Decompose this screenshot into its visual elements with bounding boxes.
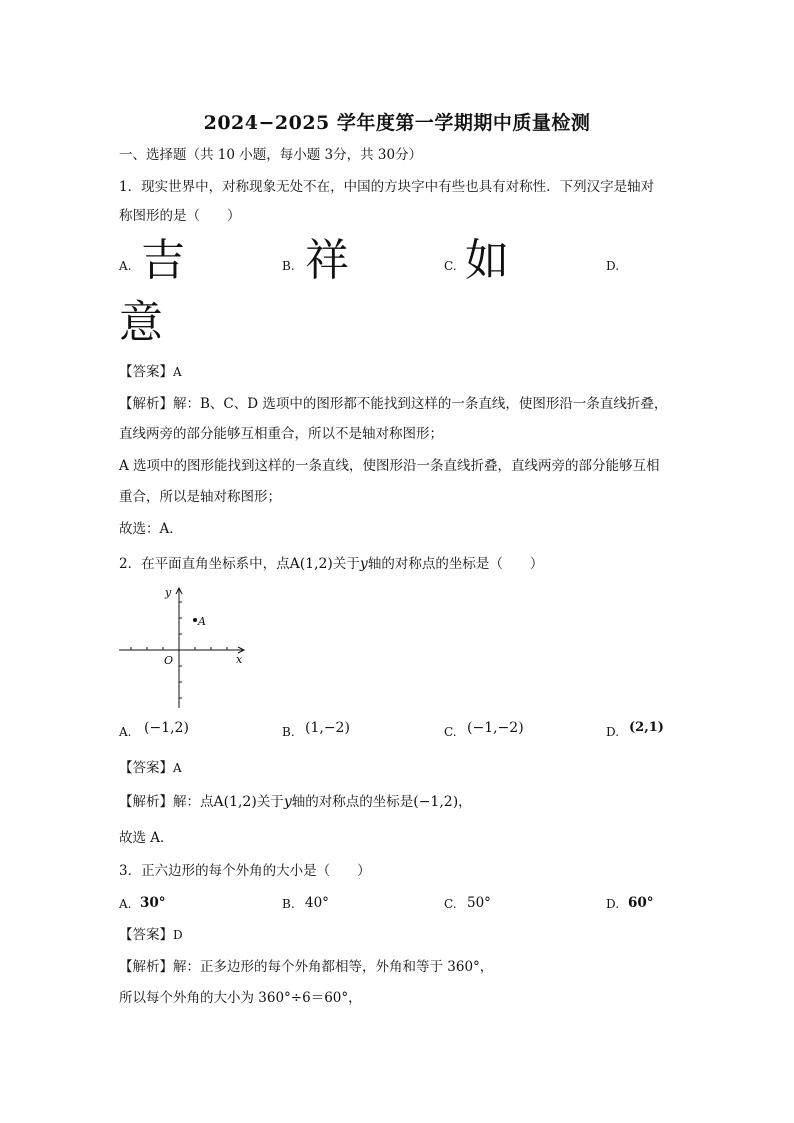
q2-option-b: (1,−2) (305, 720, 350, 736)
q1-analysis-line2: 直线两旁的部分能够互相重合，所以不是轴对称图形； (119, 426, 443, 442)
q1-option-b-label: B. (282, 259, 295, 273)
q2-stem-axis: y (359, 556, 368, 572)
q3-option-d-label: D. (606, 897, 620, 911)
q2-option-c-label: C. (444, 725, 457, 739)
q2-stem (119, 554, 543, 574)
point-a-marker (193, 618, 197, 622)
analysis-result: (−1,2) (413, 794, 459, 810)
analysis-text: 解：B、C、D 选项中的图形都不能找到这样的一条直线，使图形沿一条直线折叠， (173, 396, 668, 412)
q2-stem-middle: 关于 (332, 556, 360, 572)
q2-option-a: (−1,2) (144, 720, 189, 736)
analysis-tag: 【解析】 (119, 396, 173, 412)
y-axis-label: y (165, 586, 172, 599)
q3-analysis-line1 (119, 957, 493, 977)
q1-option-b-char: 祥 (305, 235, 349, 286)
q1-analysis-line5: 故选：A． (119, 521, 183, 537)
q1-stem-line1: 1．现实世界中，对称现象无处不在，中国的方块字中有些也具有对称性．下列汉字是轴对 (119, 179, 655, 195)
q1-analysis-line1 (119, 394, 667, 414)
analysis-text: 解：正多边形的每个外角都相等，外角和等于 360°， (173, 959, 494, 975)
analysis-end: ， (458, 794, 472, 810)
page-title: 2024−2025 学年度第一学期期中质量检测 (203, 112, 591, 134)
q3-analysis-line2: 所以每个外角的大小为 360°÷6＝60°， (119, 990, 362, 1006)
analysis-middle: 关于 (256, 794, 284, 810)
q2-option-d-label: D. (606, 725, 620, 739)
q3-option-d: 60° (628, 895, 654, 911)
answer-tag: 【答案】 (119, 927, 173, 943)
answer-value: A (173, 365, 182, 379)
answer-value: A (173, 761, 182, 775)
q1-option-c-char: 如 (465, 235, 509, 286)
q3-stem: 3．正六边形的每个外角的大小是（ ） (119, 863, 371, 879)
q2-option-c: (−1,−2) (467, 720, 524, 736)
y-axis (176, 588, 182, 708)
q1-answer (119, 362, 182, 382)
q3-option-c-label: C. (444, 897, 457, 911)
q2-analysis (119, 792, 472, 812)
analysis-tag: 【解析】 (119, 794, 173, 810)
q3-option-a: 30° (140, 895, 166, 911)
answer-tag: 【答案】 (119, 760, 173, 776)
q2-option-d: (2,1) (629, 720, 664, 735)
q1-analysis-line3: A 选项中的图形能找到这样的一条直线，使图形沿一条直线折叠，直线两旁的部分能够互相 (119, 458, 660, 474)
answer-tag: 【答案】 (119, 364, 173, 380)
analysis-tag: 【解析】 (119, 959, 173, 975)
q2-option-b-label: B. (282, 725, 295, 739)
q1-stem-line2: 称图形的是（ ） (119, 208, 241, 224)
section-heading: 一、选择题（共 10 小题，每小题 3分，共 30分） (119, 147, 423, 163)
x-axis-label: x (236, 653, 243, 666)
q1-option-d-char: 意 (119, 297, 163, 348)
q2-stem-prefix: 2．在平面直角坐标系中，点 (119, 556, 290, 572)
analysis-axis: y (283, 794, 292, 810)
q2-answer (119, 758, 182, 778)
q1-option-d-label: D. (606, 259, 620, 273)
q2-stem-point: A(1,2) (289, 556, 333, 572)
q3-option-b: 40° (305, 895, 329, 911)
coordinate-graph (119, 582, 249, 712)
x-axis (119, 647, 244, 653)
analysis-prefix: 解：点 (173, 794, 214, 810)
q1-analysis-line4: 重合，所以是轴对称图形； (119, 489, 281, 505)
analysis-point: A(1,2) (213, 794, 257, 810)
answer-value: D (173, 928, 183, 942)
origin-label: O (164, 654, 174, 667)
point-a-label: A (198, 615, 206, 628)
q1-option-c-label: C. (444, 259, 457, 273)
q1-option-a-label: A. (119, 259, 132, 273)
analysis-suffix: 轴的对称点的坐标是 (291, 794, 414, 810)
q2-option-a-label: A. (119, 725, 132, 739)
q3-option-b-label: B. (282, 897, 295, 911)
q2-conclusion: 故选 A． (119, 830, 174, 846)
q3-option-a-label: A. (119, 897, 132, 911)
q3-option-c: 50° (467, 895, 491, 911)
q1-option-a-char: 吉 (141, 235, 185, 286)
q3-answer (119, 925, 183, 945)
q2-stem-suffix: 轴的对称点的坐标是（ ） (367, 556, 544, 572)
